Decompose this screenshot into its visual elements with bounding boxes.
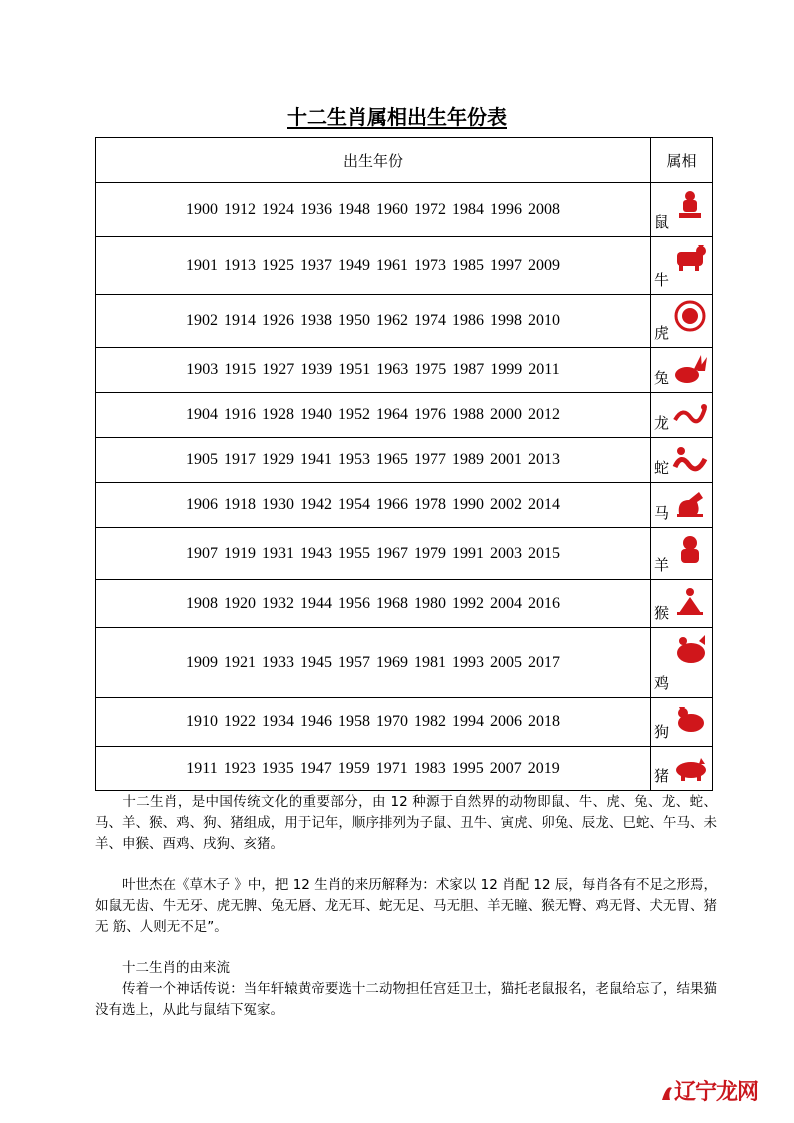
table-row bbox=[96, 580, 713, 628]
zodiac-animal-name: 蛇 bbox=[654, 459, 670, 477]
snake-icon bbox=[671, 443, 709, 475]
birth-years-cell: 1900 1912 1924 1936 1948 1960 1972 1984 1996 2008 bbox=[96, 183, 651, 237]
zodiac-year-table bbox=[95, 137, 713, 791]
table-header-row bbox=[96, 138, 713, 183]
monkey-icon bbox=[671, 585, 709, 617]
watermark-text: 辽宁龙网 bbox=[674, 1080, 759, 1105]
intro-paragraph bbox=[95, 792, 717, 855]
table-row bbox=[96, 183, 713, 237]
zodiac-animal-cell bbox=[651, 747, 713, 791]
zodiac-animal-name: 兔 bbox=[654, 369, 670, 387]
birth-years-cell: 1911 1923 1935 1947 1959 1971 1983 1995 2007 2019 bbox=[96, 747, 651, 791]
rooster-icon bbox=[671, 633, 709, 665]
table-row bbox=[96, 393, 713, 438]
tiger-icon bbox=[671, 300, 709, 332]
zodiac-animal-name: 猪 bbox=[654, 767, 670, 785]
birth-years-cell: 1908 1920 1932 1944 1956 1968 1980 1992 2004 2016 bbox=[96, 580, 651, 628]
table-row bbox=[96, 483, 713, 528]
header-zodiac-animal: 属相 bbox=[651, 138, 713, 183]
table-row bbox=[96, 237, 713, 295]
watermark-mark-icon bbox=[660, 1082, 674, 1104]
zodiac-animal-cell bbox=[651, 438, 713, 483]
legend-heading bbox=[95, 958, 717, 979]
watermark-logo bbox=[660, 1075, 758, 1106]
birth-years-cell: 1906 1918 1930 1942 1954 1966 1978 1990 2002 2014 bbox=[96, 483, 651, 528]
birth-years-cell: 1905 1917 1929 1941 1953 1965 1977 1989 2001 2013 bbox=[96, 438, 651, 483]
intro-paragraph-text: 十二生肖，是中国传统文化的重要部分，由 12 种源于自然界的动物即鼠、牛、虎、兔、龙、蛇、马、羊、猴、鸡、狗、猪组成，用于记年，顺序排列为子鼠、丑牛、寅虎、卯兔、辰龙、巳蛇、午马、未羊、申猴、酉鸡、戌狗、亥猪。 bbox=[95, 794, 717, 852]
header-birth-years: 出生年份 bbox=[96, 138, 651, 183]
table-row bbox=[96, 628, 713, 698]
table-row bbox=[96, 528, 713, 580]
zodiac-animal-cell bbox=[651, 483, 713, 528]
zodiac-animal-name: 狗 bbox=[654, 723, 670, 741]
birth-years-cell: 1904 1916 1928 1940 1952 1964 1976 1988 2000 2012 bbox=[96, 393, 651, 438]
zodiac-animal-name: 虎 bbox=[654, 324, 670, 342]
zodiac-animal-cell bbox=[651, 183, 713, 237]
zodiac-animal-cell bbox=[651, 528, 713, 580]
horse-icon bbox=[671, 488, 709, 520]
zodiac-animal-cell bbox=[651, 580, 713, 628]
zodiac-animal-cell bbox=[651, 698, 713, 747]
legend-heading-text: 十二生肖的由来流 bbox=[122, 960, 230, 976]
legend-paragraph bbox=[95, 979, 717, 1021]
origin-explanation-text: 叶世杰在《草木子 》中，把 12 生肖的来历解释为：术家以 12 肖配 12 辰，每肖各有不足之形焉，如鼠无齿、牛无牙、虎无脾、兔无唇、龙无耳、蛇无足、马无胆、羊无瞳、猴无臀、鸡无肾、犬无胃、猪无 筋、人则无不足”。 bbox=[95, 877, 717, 935]
table-row bbox=[96, 698, 713, 747]
birth-years-cell: 1907 1919 1931 1943 1955 1967 1979 1991 2003 2015 bbox=[96, 528, 651, 580]
origin-explanation-paragraph bbox=[95, 875, 717, 938]
birth-years-cell: 1901 1913 1925 1937 1949 1961 1973 1985 1997 2009 bbox=[96, 237, 651, 295]
pig-icon bbox=[671, 752, 709, 784]
dog-icon bbox=[671, 703, 709, 735]
zodiac-animal-name: 牛 bbox=[654, 271, 670, 289]
birth-years-cell: 1910 1922 1934 1946 1958 1970 1982 1994 2006 2018 bbox=[96, 698, 651, 747]
zodiac-animal-name: 鼠 bbox=[654, 213, 670, 231]
goat-icon bbox=[671, 533, 709, 565]
zodiac-animal-cell bbox=[651, 295, 713, 348]
table-row bbox=[96, 295, 713, 348]
dragon-icon bbox=[671, 398, 709, 430]
rabbit-icon bbox=[671, 353, 709, 385]
page-title-text: 十二生肖属相出生年份表 bbox=[287, 105, 507, 129]
page-title bbox=[0, 104, 794, 130]
legend-paragraph-text: 传着一个神话传说：当年轩辕黄帝要选十二动物担任宫廷卫士，猫托老鼠报名，老鼠给忘了，结果猫没有选上，从此与鼠结下冤家。 bbox=[95, 981, 717, 1018]
zodiac-animal-cell bbox=[651, 237, 713, 295]
birth-years-cell: 1902 1914 1926 1938 1950 1962 1974 1986 1998 2010 bbox=[96, 295, 651, 348]
ox-icon bbox=[671, 242, 709, 274]
table-row bbox=[96, 747, 713, 791]
table-row bbox=[96, 348, 713, 393]
birth-years-cell: 1909 1921 1933 1945 1957 1969 1981 1993 2005 2017 bbox=[96, 628, 651, 698]
rat-icon bbox=[671, 188, 709, 220]
zodiac-animal-name: 猴 bbox=[654, 604, 670, 622]
zodiac-animal-name: 马 bbox=[654, 504, 670, 522]
zodiac-animal-name: 鸡 bbox=[654, 674, 670, 692]
zodiac-animal-name: 羊 bbox=[654, 556, 670, 574]
zodiac-animal-cell bbox=[651, 348, 713, 393]
birth-years-cell: 1903 1915 1927 1939 1951 1963 1975 1987 1999 2011 bbox=[96, 348, 651, 393]
zodiac-animal-cell bbox=[651, 628, 713, 698]
table-row bbox=[96, 438, 713, 483]
zodiac-animal-name: 龙 bbox=[654, 414, 670, 432]
zodiac-animal-cell bbox=[651, 393, 713, 438]
